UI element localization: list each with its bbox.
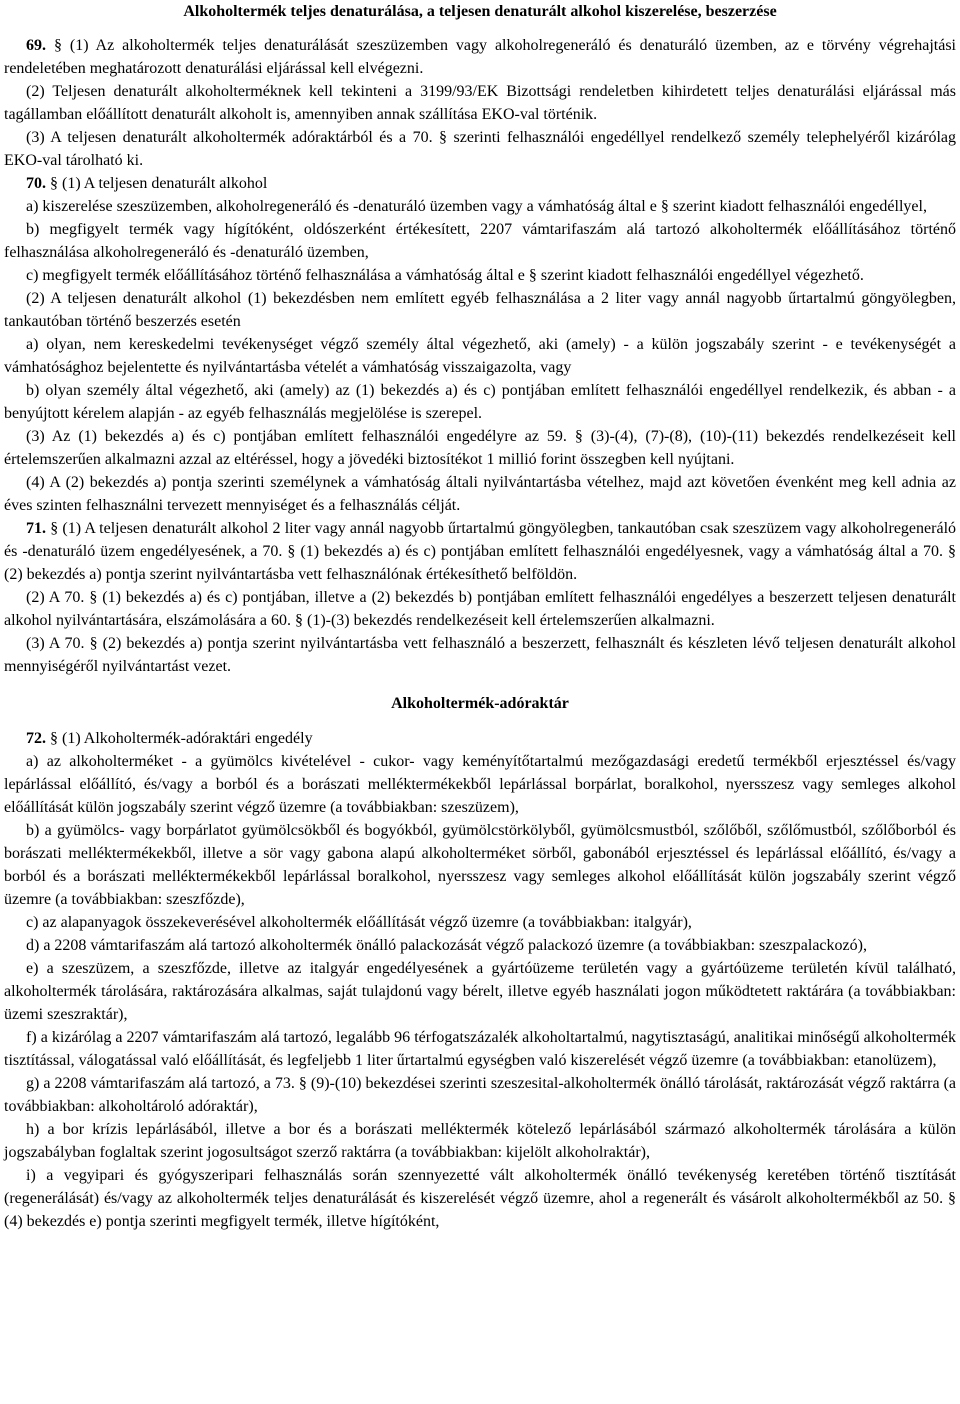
paragraph-72-g: g) a 2208 vámtarifaszám alá tartozó, a 73. § (9)-(10) bekezdései szerinti szeszesital-alkoholtermék önálló tárolását, raktározását végző raktárra (a továbbiakban: alkoholtároló adóraktár), [4, 1075, 956, 1115]
document-title: Alkoholtermék teljes denaturálása, a teljesen denaturált alkohol kiszerelése, beszerzése [183, 3, 777, 20]
paragraph-70-2: (2) A teljesen denaturált alkohol (1) bekezdésben nem említett egyéb felhasználása a 2 liter vagy annál nagyobb űrtartalmú göngyölegben, tankautóban történő beszerzés esetén [4, 290, 956, 330]
paragraph-71-1 [4, 517, 956, 586]
section-number-69: 69. [26, 37, 46, 54]
paragraph-69-3: (3) A teljesen denaturált alkoholtermék adóraktárból és a 70. § szerinti felhasználói engedéllyel rendelkező személy telephelyéről kizárólag EKO-val tárolható ki. [4, 129, 956, 169]
paragraph-70-2a: a) olyan, nem kereskedelmi tevékenységet végző személy által végezhető, aki (amely) - a külön jogszabály szerint - e tevékenységét a vámhatósághoz bejelentette és nyilvántartásba vételét a vámhatóság visszaigazolta, vagy [4, 336, 956, 376]
paragraph-70-1c: c) megfigyelt termék előállításához történő felhasználása a vámhatóság által e § szerint kiadott felhasználói engedéllyel végezhető. [26, 267, 864, 284]
paragraph-72-b: b) a gyümölcs- vagy borpárlatot gyümölcsökből és bogyókból, gyümölcstörkölyből, gyümölcsmustból, szőlőből, szőlőmustból, szőlőborból és borászati melléktermékekből, illetve a sör vagy gabona alapú alkoholterméket sörből, gabonából erjesztéssel és lepárlással előállító, és/vagy a borból és a borászati melléktermékekből lepárlással boralkohol, nyersszesz vagy semleges alkohol előállítását külön jogszabály szerint végző üzemre (a továbbiakban: szeszfőzde), [4, 822, 956, 908]
paragraph-70-1b: b) megfigyelt termék vagy hígítóként, oldószerként értékesített, 2207 vámtarifaszám alá tartozó alkoholtermék előállításához történő felhasználása alkoholregeneráló és -denaturáló üzemben, [4, 221, 956, 261]
paragraph-70-1 [4, 172, 956, 195]
paragraph-70-3: (3) Az (1) bekezdés a) és c) pontjában említett felhasználói engedélyre az 59. § (3)-(4), (7)-(8), (10)-(11) bekezdés rendelkezéseit kell értelemszerűen alkalmazni azzal az eltéréssel, hogy a jövedéki biztosítékot 1 millió forint összegben kell nyújtani. [4, 428, 956, 468]
paragraph-72-e: e) a szeszüzem, a szeszfőzde, illetve az italgyár engedélyesének a gyártóüzeme területén vagy a gyártóüzeme területén kívül található, alkoholtermék tárolására, raktározására alkalmas, saját tulajdonú vagy bérelt, illetve egyéb használati jogon működtetett raktárára (a továbbiakban: üzemi szeszraktár), [4, 960, 956, 1023]
paragraph-70-4: (4) A (2) bekezdés a) pontja szerinti személynek a vámhatóság általi nyilvántartásba vételhez, majd azt követően évenként meg kell adnia az éves szinten felhasználni tervezett mennyiséget és a felhasználás célját. [4, 474, 956, 514]
section-number-72: 72. [26, 730, 46, 747]
paragraph-72-1-text: § (1) Alkoholtermék-adóraktári engedély [50, 730, 313, 747]
paragraph-70-2b: b) olyan személy által végezhető, aki (amely) az (1) bekezdés a) és c) pontjában említett felhasználói engedéllyel rendelkezik, és abban - a benyújtott kérelem alapján - az egyéb felhasználás megjelölése is szerepel. [4, 382, 956, 422]
paragraph-72-a: a) az alkoholterméket - a gyümölcs kivételével - cukor- vagy keményítőtartalmú mezőgazdasági eredetű termékből erjesztéssel és/vagy lepárlással előállító, és/vagy a borból és a borászati melléktermékekből lepárlással borpárlat, boralkohol, nyersszesz vagy semleges alkohol előállítását külön jogszabály szerint végző üzemre (a továbbiakban: szeszüzem), [4, 753, 956, 816]
paragraph-69-2: (2) Teljesen denaturált alkoholterméknek kell tekinteni a 3199/93/EK Bizottsági rendeletben kihirdetett teljes denaturálási eljárással más tagállamban előállított denaturált alkoholt is, amennyiben annak szállítása EKO-val történik. [4, 83, 956, 123]
paragraph-71-2: (2) A 70. § (1) bekezdés a) és c) pontjában, illetve a (2) bekezdés b) pontjában említett felhasználói engedélyes a beszerzett teljesen denaturált alkohol nyilvántartására, elszámolására a 60. § (1)-(3) bekezdés rendelkezéseit kell értelemszerűen alkalmazni. [4, 589, 956, 629]
paragraph-72-i: i) a vegyipari és gyógyszeripari felhasználás során szennyezetté vált alkoholtermék önálló tevékenység keretében történő tisztítását (regenerálását) és/vagy az alkoholtermék teljes denaturálását és kiszerelését végző üzemre, ahol a regenerált és vásárolt alkoholtermékből az 50. § (4) bekezdés e) pontja szerinti megfigyelt termék, illetve hígítóként, [4, 1167, 956, 1230]
section-number-71: 71. [26, 520, 46, 537]
paragraph-71-3: (3) A 70. § (2) bekezdés a) pontja szerint nyilvántartásba vett felhasználó a beszerzett, felhasznált és készleten lévő teljesen denaturált alkohol mennyiségéről nyilvántartást vezet. [4, 635, 956, 675]
paragraph-72-h: h) a bor krízis lepárlásából, illetve a bor és a borászati melléktermék kötelező lepárlásából származó alkoholtermék tárolására a külön jogszabályban foglaltak szerint jogosultságot szerző raktárra (a továbbiakban: kijelölt alkoholraktár), [4, 1121, 956, 1161]
paragraph-72-d: d) a 2208 vámtarifaszám alá tartozó alkoholtermék önálló palackozását végző palackozó üzemre (a továbbiakban: szeszpalackozó), [26, 937, 867, 954]
paragraph-70-1-text: § (1) A teljesen denaturált alkohol [50, 175, 268, 192]
paragraph-69-1-text: § (1) Az alkoholtermék teljes denaturálását szeszüzemben vagy alkoholregeneráló és denaturáló üzemben, az e törvény végrehajtási rendeletében meghatározott denaturálási eljárással kell elvégezni. [4, 37, 957, 77]
paragraph-71-1-text: § (1) A teljesen denaturált alkohol 2 liter vagy annál nagyobb űrtartalmú göngyölegben, tankautóban csak szeszüzem vagy alkoholregeneráló és -denaturáló üzem engedélyesének, a 70. § (1) bekezdés a) és c) pontjában említett felhasználói engedélyesnek, vagy a vámhatóság által a 70. § (2) bekezdés a) pontja szerint nyilvántartásba vett felhasználónak értékesíthető belföldön. [4, 520, 957, 583]
section-heading: Alkoholtermék-adóraktár [391, 695, 569, 712]
paragraph-69-1 [4, 34, 956, 80]
paragraph-72-c: c) az alapanyagok összekeverésével alkoholtermék előállítását végző üzemre (a továbbiakban: italgyár), [26, 914, 692, 931]
paragraph-70-1a: a) kiszerelése szeszüzemben, alkoholregeneráló és -denaturáló üzemben vagy a vámhatóság által e § szerint kiadott felhasználói engedéllyel, [26, 198, 927, 215]
paragraph-72-f: f) a kizárólag a 2207 vámtarifaszám alá tartozó, legalább 96 térfogatszázalék alkoholtartalmú, nagytisztaságú, analitikai minőségű alkoholtermék tisztítással, válogatással való előállítását, és legfeljebb 1 liter űrtartalmú egységben való kiszerelését végző üzemre (a továbbiakban: etanolüzem), [4, 1029, 956, 1069]
paragraph-72-1 [4, 727, 956, 750]
section-number-70: 70. [26, 175, 46, 192]
